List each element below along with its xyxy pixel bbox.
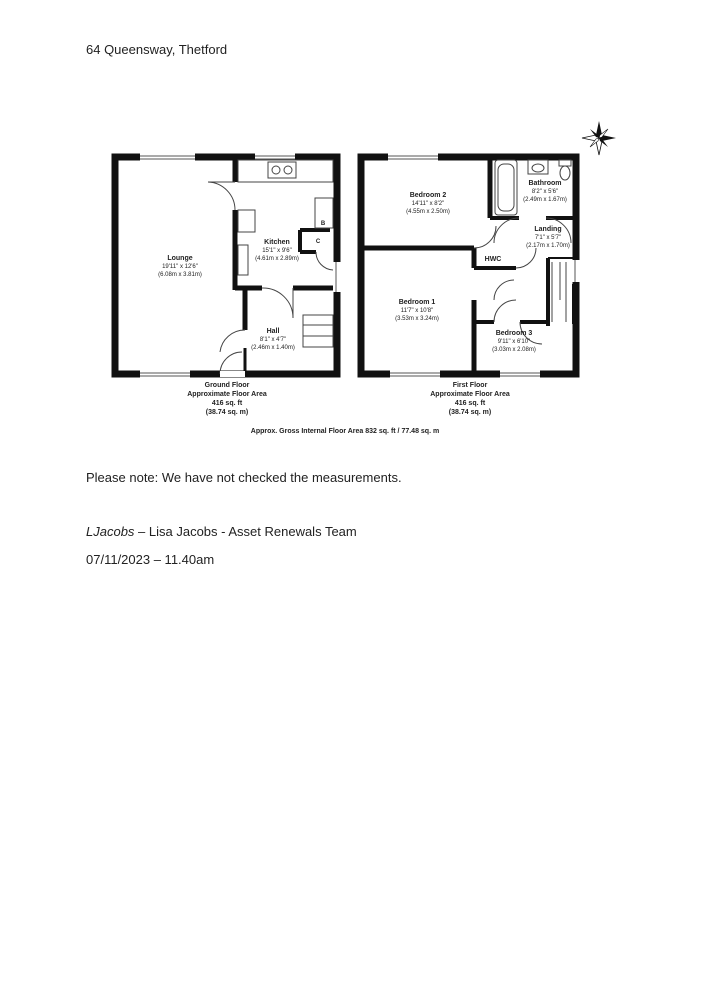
room-size-metric: (3.03m x 2.08m) (492, 347, 536, 353)
signature-text: – Lisa Jacobs - Asset Renewals Team (134, 524, 357, 539)
property-address: 64 Queensway, Thetford (86, 42, 228, 57)
room-size-metric: (6.08m x 3.81m) (158, 272, 202, 278)
room-size-metric: (3.53m x 3.24m) (395, 316, 439, 322)
room-size-imperial: 9'11" x 6'10" (497, 339, 531, 345)
room-size-imperial: 8'1" x 4'7" (259, 337, 287, 343)
ground-floor-caption-area: Approximate Floor Area (187, 391, 267, 398)
room-size-imperial: 8'2" x 5'6" (531, 189, 559, 195)
cupboard-label: C (315, 239, 321, 245)
room-name-hall: Hall (266, 328, 280, 335)
room-size-metric: (2.46m x 1.40m) (251, 345, 295, 351)
room-size-metric: (2.17m x 1.70m) (526, 243, 570, 249)
ground-floor-caption: Ground Floor (204, 382, 250, 389)
room-size-imperial: 15'1" x 9'6" (262, 248, 292, 254)
first-floor-caption-area: Approximate Floor Area (430, 391, 510, 398)
first-floor-plan (361, 153, 580, 416)
room-size-metric: (2.49m x 1.67m) (523, 197, 567, 203)
measurement-note: Please note: We have not checked the measurements. (86, 470, 402, 485)
room-name-landing: Landing (534, 226, 562, 233)
room-name-kitchen: Kitchen (264, 239, 290, 246)
room-name-bedroom-3: Bedroom 3 (495, 330, 533, 337)
ground-floor-plan (115, 153, 341, 416)
signature-initials: LJacobs (86, 524, 135, 539)
room-size-metric: (4.55m x 2.50m) (406, 209, 450, 215)
room-name-bedroom-2: Bedroom 2 (409, 192, 447, 199)
room-name-bathroom: Bathroom (528, 180, 562, 187)
timestamp: 07/11/2023 – 11.40am (86, 552, 215, 567)
room-size-imperial: 14'11" x 8'2" (411, 201, 445, 207)
signature-line (86, 524, 357, 539)
room-name-bedroom-1: Bedroom 1 (398, 299, 436, 306)
ground-floor-caption-sqft: 416 sq. ft (211, 400, 243, 407)
boiler-label: B (320, 221, 326, 227)
ground-floor-caption-sqm: (38.74 sq. m) (205, 409, 249, 416)
room-size-metric: (4.61m x 2.89m) (255, 256, 299, 262)
compass-rose-icon (582, 121, 616, 155)
first-floor-caption-sqm: (38.74 sq. m) (448, 409, 492, 416)
room-size-imperial: 19'11" x 12'6" (162, 264, 198, 270)
first-floor-caption-sqft: 416 sq. ft (454, 400, 486, 407)
gross-area: Approx. Gross Internal Floor Area 832 sq. ft / 77.48 sq. m (250, 428, 440, 435)
room-size-imperial: 11'7" x 10'8" (400, 308, 434, 314)
hwc-label: HWC (484, 256, 502, 263)
room-name-lounge: Lounge (167, 255, 193, 262)
first-floor-caption: First Floor (452, 382, 488, 389)
room-size-imperial: 7'1" x 5'7" (534, 235, 562, 241)
